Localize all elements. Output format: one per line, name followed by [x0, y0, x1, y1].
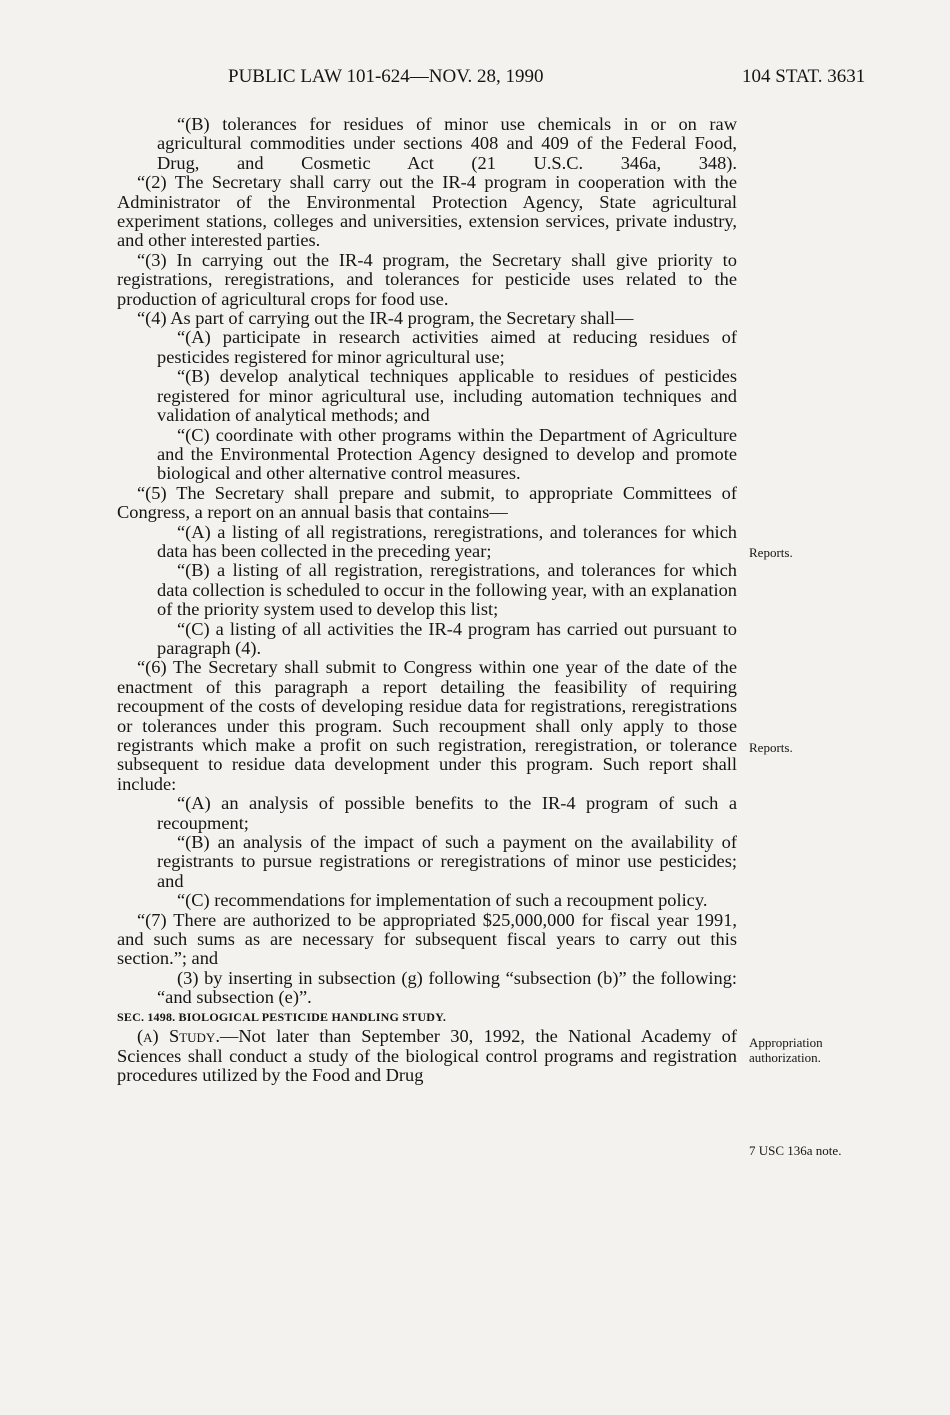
margin-note-appropriation-line-2: authorization.: [749, 1050, 821, 1065]
paragraph-6-a: “(A) an analysis of possible benefits to the IR-4 program of such a recoupment;: [157, 793, 737, 833]
margin-note-reports: Reports.: [749, 740, 793, 755]
paragraph-7: “(7) There are authorized to be appropriated $25,000,000 for fiscal year 1991, and such sums as are necessary for subsequent fiscal years to carry out this section.”; and: [117, 909, 737, 969]
paragraph-amendment-3: (3) by inserting in subsection (g) following “subsection (b)” the following: “and subsection (e)”.: [157, 967, 737, 1008]
margin-note-usc-citation: 7 USC 136a note.: [749, 1143, 842, 1158]
paragraph-4: “(4) As part of carrying out the IR-4 program, the Secretary shall—: [137, 308, 634, 329]
margin-note-appropriation: [749, 1035, 823, 1065]
paragraph-5-b: “(B) a listing of all registration, reregistrations, and tolerances for which data collection is scheduled to occur in the following year, with an explanation of the priority system used to develop this list;: [157, 560, 737, 620]
paragraph-4-a: “(A) participate in research activities aimed at reducing residues of pesticides registered for minor agricultural use;: [157, 327, 737, 367]
document-body: [117, 115, 737, 1085]
paragraph-6: “(6) The Secretary shall submit to Congress within one year of the date of the enactment of this paragraph a report detailing the feasibility of requiring recoupment of the costs of developing residue data for registrations, reregistrations or tolerances under this program. Such recoupment shall only apply to those registrants which make a profit on such registration, reregistration, or tolerance subsequent to residue data development under this program. Such report shall include:: [117, 657, 737, 794]
section-heading: SEC. 1498. BIOLOGICAL PESTICIDE HANDLING STUDY.: [117, 1009, 447, 1024]
study-label: (a) Study.: [137, 1026, 220, 1047]
paragraph-2: “(2) The Secretary shall carry out the IR-4 program in cooperation with the Administrator of the Environmental Protection Agency, State agricultural experiment stations, colleges and universities, extension services, private industry, and other interested parties.: [117, 172, 737, 251]
paragraph-4-b: “(B) develop analytical techniques applicable to residues of pesticides registered for minor agricultural use, including automation techniques and validation of analytical methods; and: [157, 366, 737, 426]
paragraph-b-tolerances: “(B) tolerances for residues of minor use chemicals in or on raw agricultural commodities under sections 408 and 409 of the Federal Food, Drug, and Cosmetic Act (21 U.S.C. 346a, 348).: [157, 114, 737, 173]
paragraph-3: “(3) In carrying out the IR-4 program, the Secretary shall give priority to registrations, reregistrations, and tolerances for pesticide uses related to the production of agricultural crops for food use.: [117, 249, 737, 309]
page-header: [0, 66, 950, 94]
paragraph-6-c: “(C) recommendations for implementation of such a recoupment policy.: [177, 890, 708, 911]
header-title: PUBLIC LAW 101-624—NOV. 28, 1990: [228, 66, 544, 87]
paragraph-4-c: “(C) coordinate with other programs within the Department of Agriculture and the Environmental Protection Agency designed to develop and promote biological and other alternative control measures.: [157, 424, 737, 484]
margin-note-reports: Reports.: [749, 545, 793, 560]
margin-note-appropriation-line-1: Appropriation: [749, 1035, 823, 1050]
paragraph-5-c: “(C) a listing of all activities the IR-4 program has carried out pursuant to paragraph (4).: [157, 618, 737, 658]
paragraph-6-b: “(B) an analysis of the impact of such a payment on the availability of registrants to pursue registrations or reregistrations of minor use pesticides; and: [157, 832, 737, 891]
paragraph-5-a: “(A) a listing of all registrations, reregistrations, and tolerances for which data has been collected in the preceding year;: [157, 521, 737, 561]
paragraph-study: [117, 1027, 737, 1085]
study-text: —Not later than September 30, 1992, the National Academy of Sciences shall conduct a study of the biological control programs and registration procedures utilized by the Food and Drug: [117, 1026, 737, 1085]
header-stat-reference: 104 STAT. 3631: [742, 66, 866, 87]
paragraph-5: “(5) The Secretary shall prepare and submit, to appropriate Committees of Congress, a report on an annual basis that contains—: [117, 482, 737, 523]
